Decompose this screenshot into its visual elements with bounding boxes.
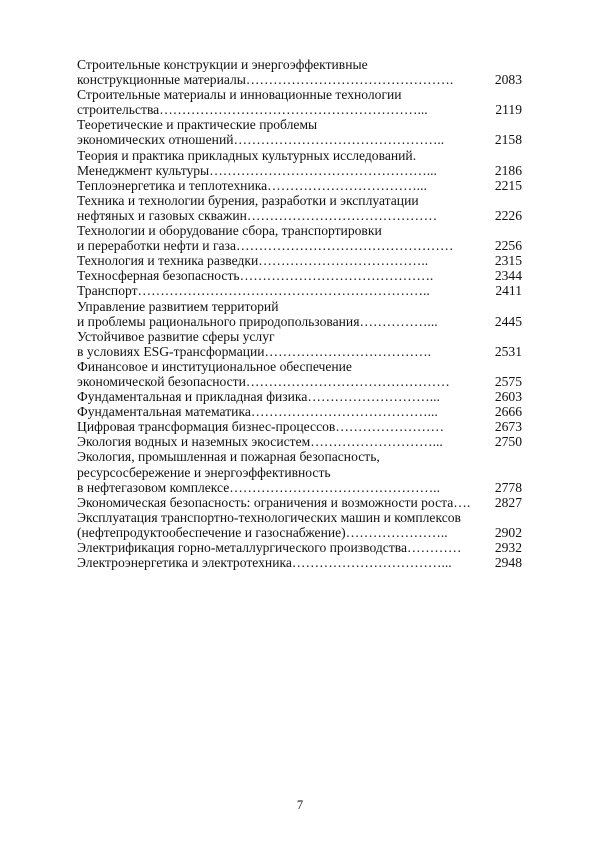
toc-entry-last-line bbox=[77, 419, 522, 434]
toc-entry-page: 2083 bbox=[494, 72, 522, 88]
toc-entry-page: 2673 bbox=[494, 419, 522, 435]
toc-entry-page: 2315 bbox=[494, 253, 522, 269]
toc-entry-text: Эксплуатация транспортно-технологических машин и комплексов bbox=[77, 509, 461, 525]
toc-entry-text: Фундаментальная математика…………………………………... bbox=[77, 404, 438, 420]
toc-entry bbox=[77, 57, 522, 87]
toc-entry-last-line bbox=[77, 163, 522, 178]
toc-entry-page: 2750 bbox=[494, 434, 522, 450]
toc-entry-text: Электрификация горно-металлургического производства………… bbox=[77, 540, 462, 555]
toc-entry-page: 2948 bbox=[494, 555, 522, 571]
toc-entry-text: Фундаментальная и прикладная физика………………………... bbox=[77, 389, 440, 405]
toc-entry bbox=[77, 283, 522, 298]
toc-entry-page: 2411 bbox=[495, 283, 522, 299]
toc-entry-text: экономических отношений……………………………………….. bbox=[77, 132, 445, 148]
toc-entry-text: Транспорт……………………………………………………….. bbox=[77, 283, 430, 299]
toc-entry-page: 2445 bbox=[494, 313, 522, 329]
toc-entry bbox=[77, 223, 522, 253]
toc-entry-line bbox=[77, 359, 522, 374]
toc-entry bbox=[77, 117, 522, 147]
toc-entry-line bbox=[77, 510, 522, 525]
toc-entry-text: Финансовое и институциональное обеспечение bbox=[77, 358, 352, 374]
toc-entry-last-line bbox=[77, 434, 522, 449]
toc-entry bbox=[77, 555, 522, 570]
toc-entry-text: строительства…………………………………………………... bbox=[77, 102, 428, 118]
toc-entry-text: Строительные материалы и инновационные технологии bbox=[77, 87, 402, 103]
toc-entry-text: экономической безопасности……………………………………… bbox=[77, 373, 450, 389]
toc-entry-text: Электроэнергетика и электротехника……………………………... bbox=[77, 555, 452, 571]
toc-entry-last-line bbox=[77, 374, 522, 389]
toc-entry-last-line bbox=[77, 238, 522, 253]
toc-entry-page: 2827 bbox=[494, 494, 522, 510]
toc-entry-text: Экономическая безопасность: ограничения и возможности роста…. bbox=[77, 494, 471, 510]
toc-entry-page: 2119 bbox=[495, 102, 522, 118]
toc-entry-page: 2186 bbox=[494, 162, 522, 178]
toc-entry bbox=[77, 178, 522, 193]
toc-entry-last-line bbox=[77, 178, 522, 193]
toc-entry bbox=[77, 495, 522, 510]
toc-entry bbox=[77, 253, 522, 268]
toc-entry-last-line bbox=[77, 102, 522, 117]
toc-entry-line bbox=[77, 117, 522, 132]
toc-entry-page: 2256 bbox=[494, 238, 522, 254]
toc-entry-text: Менеджмент культуры…………………………………………... bbox=[77, 162, 437, 178]
toc-entry-text: и проблемы рационального природопользования……………... bbox=[77, 313, 438, 329]
toc-entry-text: Теоретические и практические проблемы bbox=[77, 117, 318, 133]
toc-entry bbox=[77, 510, 522, 540]
toc-entry-text: ресурсосбережение и энергоэффективность bbox=[77, 464, 331, 480]
toc-entry-last-line bbox=[77, 283, 522, 298]
toc-entry-text: Технологии и оборудование сбора, транспортировки bbox=[77, 223, 382, 239]
toc-entry-text: Управление развитием территорий bbox=[77, 298, 279, 314]
toc-entry bbox=[77, 434, 522, 449]
toc-entry-page: 2902 bbox=[494, 524, 522, 540]
toc-entry-last-line bbox=[77, 253, 522, 268]
toc-entry-text: Техника и технологии бурения, разработки и эксплуатации bbox=[77, 192, 419, 208]
toc-entry-page: 2158 bbox=[494, 132, 522, 148]
toc-entry bbox=[77, 404, 522, 419]
toc-entry-line bbox=[77, 148, 522, 163]
toc-entry-text: Технология и техника разведки……………………………….. bbox=[77, 253, 429, 269]
toc-entry-last-line bbox=[77, 268, 522, 283]
toc-entry-text: в нефтегазовом комплексе……………………………………….. bbox=[77, 479, 440, 495]
toc-entry-line bbox=[77, 465, 522, 480]
toc-entry bbox=[77, 193, 522, 223]
toc-entry bbox=[77, 359, 522, 389]
toc-entry bbox=[77, 299, 522, 329]
toc-entry-line bbox=[77, 299, 522, 314]
toc-entry-text: Теплоэнергетика и теплотехника……………………………... bbox=[77, 177, 427, 193]
toc-entry-page: 2603 bbox=[494, 389, 522, 405]
toc-entry-text: и переработки нефти и газа………………………………………… bbox=[77, 238, 454, 254]
page-number: 7 bbox=[296, 798, 304, 812]
toc-entry-last-line bbox=[77, 132, 522, 147]
toc-entry-text: нефтяных и газовых скважин…………………………………… bbox=[77, 207, 438, 223]
toc-entry bbox=[77, 449, 522, 494]
toc-entry-text: (нефтепродуктообеспечение и газоснабжение)………………….. bbox=[77, 524, 448, 540]
toc-entry bbox=[77, 540, 522, 555]
toc-entry-page: 2344 bbox=[494, 268, 522, 284]
toc-entry-last-line bbox=[77, 555, 522, 570]
toc-entry-page: 2215 bbox=[494, 177, 522, 193]
toc-entry-line bbox=[77, 87, 522, 102]
toc-entry-page: 2226 bbox=[494, 207, 522, 223]
toc-entry-last-line bbox=[77, 389, 522, 404]
table-of-contents bbox=[77, 57, 522, 570]
toc-entry-last-line bbox=[77, 72, 522, 87]
toc-entry-text: Цифровая трансформация бизнес-процессов…………………… bbox=[77, 419, 445, 435]
toc-entry-text: Строительные конструкции и энергоэффективные bbox=[77, 57, 368, 72]
toc-entry-text: Техносферная безопасность……………………………………. bbox=[77, 268, 434, 284]
toc-entry-last-line bbox=[77, 480, 522, 495]
toc-entry-text: Устойчивое развитие сферы услуг bbox=[77, 328, 275, 344]
toc-entry-line bbox=[77, 329, 522, 344]
toc-entry-text: конструкционные материалы………………………………………. bbox=[77, 72, 454, 88]
toc-entry-last-line bbox=[77, 344, 522, 359]
toc-entry bbox=[77, 329, 522, 359]
toc-entry bbox=[77, 419, 522, 434]
toc-entry-page: 2932 bbox=[494, 540, 522, 555]
toc-entry-last-line bbox=[77, 404, 522, 419]
toc-entry-page: 2575 bbox=[494, 373, 522, 389]
toc-entry-line bbox=[77, 223, 522, 238]
toc-entry-page: 2666 bbox=[494, 404, 522, 420]
toc-entry-last-line bbox=[77, 208, 522, 223]
toc-entry bbox=[77, 268, 522, 283]
toc-entry bbox=[77, 148, 522, 178]
toc-entry-line bbox=[77, 57, 522, 72]
toc-entry-line bbox=[77, 193, 522, 208]
toc-entry-page: 2531 bbox=[494, 343, 522, 359]
toc-entry-last-line bbox=[77, 314, 522, 329]
toc-entry-page: 2778 bbox=[494, 479, 522, 495]
toc-entry bbox=[77, 87, 522, 117]
toc-entry-last-line bbox=[77, 495, 522, 510]
toc-entry-line bbox=[77, 449, 522, 464]
toc-entry bbox=[77, 389, 522, 404]
toc-entry-text: Экология, промышленная и пожарная безопасность, bbox=[77, 449, 380, 465]
toc-entry-last-line bbox=[77, 540, 522, 555]
toc-entry-text: в условиях ESG-трансформации………………………………. bbox=[77, 343, 432, 359]
toc-entry-last-line bbox=[77, 525, 522, 540]
toc-entry-text: Теория и практика прикладных культурных исследований. bbox=[77, 147, 417, 163]
toc-entry-text: Экология водных и наземных экосистем………………………... bbox=[77, 434, 443, 450]
